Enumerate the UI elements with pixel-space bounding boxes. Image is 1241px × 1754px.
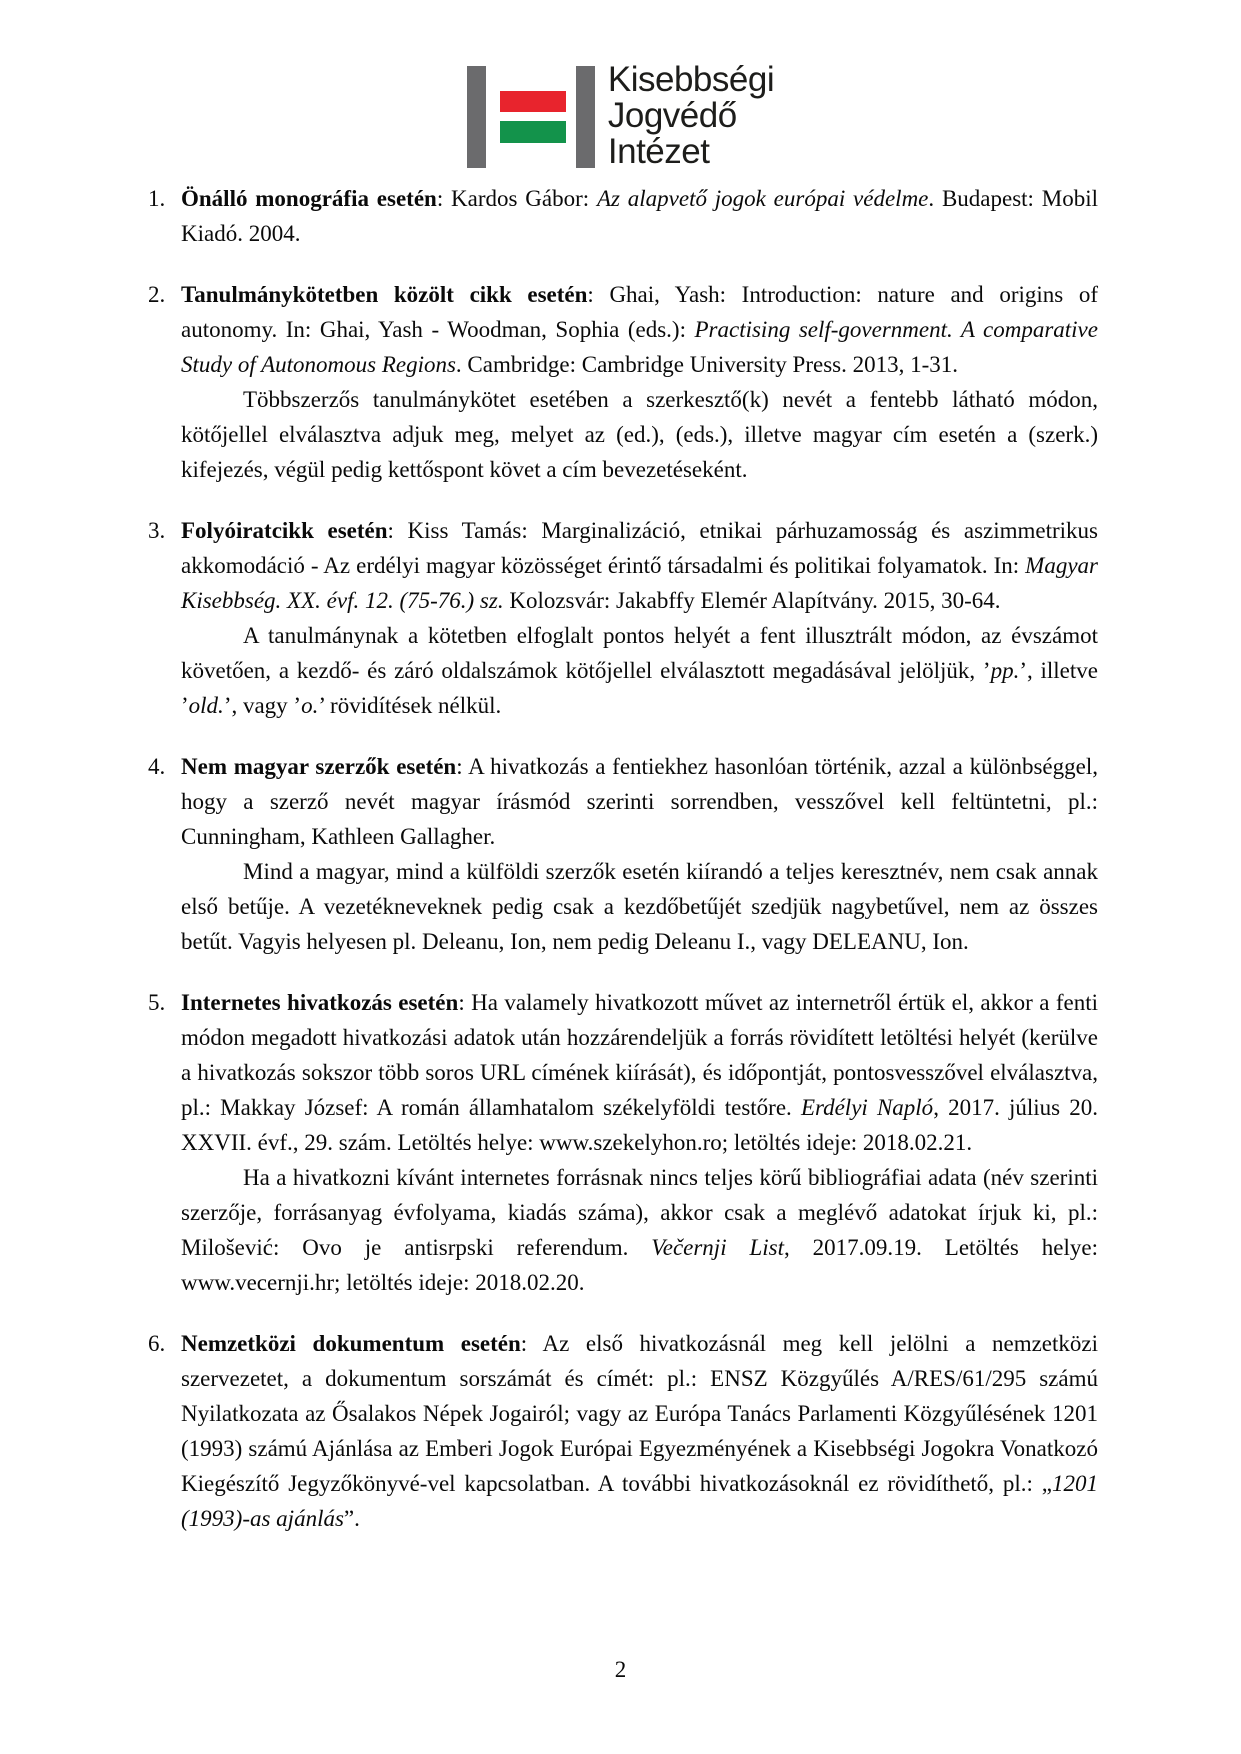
item-sub-paragraph xyxy=(181,1160,1098,1300)
text-run: pp. xyxy=(990,658,1020,683)
text-run: Tanulmánykötetben közölt cikk esetén xyxy=(181,282,588,307)
item-lead-paragraph xyxy=(181,181,1098,251)
text-run: Folyóiratcikk esetén xyxy=(181,518,388,543)
text-run: : Kiss Tamás: Marginalizáció, etnikai párhuzamosság és aszimmetrikus akkomodáció - Az erdélyi magyar közösséget érintő társadalmi és politikai folyamatok. In: xyxy=(181,518,1099,578)
text-run: : Ghai, Yash: Introduction: nature and origins of autonomy. In: Ghai, Yash - Woodman, Sophia (eds.): xyxy=(181,282,1098,342)
text-run: Nemzetközi dokumentum esetén xyxy=(181,1331,521,1356)
logo-line-2: Jogvédő xyxy=(607,96,737,135)
text-run: Magyar Kisebbség. XX. évf. 12. (75-76.) sz. xyxy=(181,553,1098,613)
text-run: ”. xyxy=(343,1506,360,1531)
text-run: , 2017.09.19. Letöltés helye: www.vecernji.hr; letöltés ideje: 2018.02.20. xyxy=(181,1235,1098,1295)
text-run: Nem magyar szerzők esetén xyxy=(181,754,457,779)
text-run: A tanulmánynak a kötetben elfoglalt pontos helyét a fent illusztrált módon, az évszámot követően, a kezdő- és záró oldalszámok kötőjellel elválasztott megadásával jelöljük, ’ xyxy=(181,623,1098,683)
text-run: old. xyxy=(188,693,224,718)
text-run: ’, illetve ’ xyxy=(181,658,1098,718)
text-run: Erdélyi Napló xyxy=(800,1095,934,1120)
list-item xyxy=(148,513,1098,723)
list-item xyxy=(148,181,1098,251)
logo-stripe-green xyxy=(500,121,566,143)
list-item xyxy=(148,277,1098,487)
logo-mark xyxy=(467,66,595,168)
text-run: o. xyxy=(301,693,319,718)
text-run: . Cambridge: Cambridge University Press. 2013, 1-31. xyxy=(455,352,959,377)
item-lead-paragraph xyxy=(181,985,1098,1160)
text-run: Ha a hivatkozni kívánt internetes forrásnak nincs teljes körű bibliográfiai adata (név szerinti szerzője, forrásanyag évfolyama, kiadás száma), akkor csak a meglévő adatokat írjuk ki, pl.: Milošević: Ovo je antisrpski referendum. xyxy=(181,1165,1098,1260)
text-run: : Kardos Gábor: xyxy=(436,186,597,211)
logo-line-1: Kisebbségi xyxy=(607,60,775,99)
logo-bar-left xyxy=(467,66,486,168)
item-number: 4. xyxy=(148,754,166,779)
text-run: : Az első hivatkozásnál meg kell jelölni a nemzetközi szervezetet, a dokumentum sorszámát és címét: pl.: ENSZ Közgyűlés A/RES/61/295 számú Nyilatkozata az Ősalakos Népek Jogairól; vagy az Európa Tanács Parlamenti Közgyűlésének 1201 (1993) számú Ajánlása az Emberi Jogok Európai Egyezményének a Kisebbségi Jogokra Vonatkozó Kiegészítő Jegyzőkönyvé-vel kapcsolatban. A további hivatkozásoknál ez rövidíthető, pl.: „ xyxy=(181,1331,1098,1496)
logo-flag-stripes xyxy=(500,91,566,168)
item-number: 2. xyxy=(148,282,166,307)
item-body xyxy=(181,181,1098,251)
item-lead-paragraph xyxy=(181,277,1098,382)
list-item xyxy=(148,1326,1098,1536)
item-lead-paragraph xyxy=(181,1326,1098,1536)
citation-list xyxy=(148,181,1098,1536)
text-run: 1201 (1993)-as ajánlás xyxy=(181,1471,1098,1531)
text-run: : A hivatkozás a fentiekhez hasonlóan történik, azzal a különbséggel, hogy a szerző nevét magyar írásmód szerinti sorrendben, vesszővel kell feltüntetni, pl.: Cunningham, Kathleen Gallagher. xyxy=(181,754,1098,849)
text-run: Mind a magyar, mind a külföldi szerzők esetén kiírandó a teljes keresztnév, nem csak annak első betűje. A vezetékneveknek pedig csak a kezdőbetűjét szedjük nagybetűvel, nem az összes betűt. Vagyis helyesen pl. Deleanu, Ion, nem pedig Deleanu I., vagy DELEANU, Ion. xyxy=(181,859,1098,954)
page-number: 2 xyxy=(614,1657,627,1682)
text-run: Az alapvető jogok európai védelme xyxy=(596,186,929,211)
text-run: Többszerzős tanulmánykötet esetében a szerkesztő(k) nevét a fentebb látható módon, kötőjellel elválasztva adjuk meg, melyet az (ed.), (eds.), illetve magyar cím esetén a (szerk.) kifejezés, végül pedig kettőspont követ a cím bevezetéseként. xyxy=(181,387,1098,482)
item-sub-paragraph xyxy=(181,854,1098,959)
item-body xyxy=(181,277,1098,487)
text-run: ’ rövidítések nélkül. xyxy=(318,693,502,718)
text-run: ’, vagy ’ xyxy=(223,693,302,718)
text-run: Practising self-government. A comparative Study of Autonomous Regions xyxy=(181,317,1098,377)
text-run: : Ha valamely hivatkozott művet az internetről értük el, akkor a fenti módon megadott hivatkozási adatok után hozzárendeljük a forrás rövidített letöltési helyét (kerülve a hivatkozás sokszor több soros URL címének kiírását), és időpontját, pontosvesszővel elválasztva, pl.: Makkay József: A román államhatalom székelyföldi testőre. xyxy=(181,990,1098,1120)
list-item xyxy=(148,749,1098,959)
text-run: Kolozsvár: Jakabffy Elemér Alapítvány. 2015, 30-64. xyxy=(503,588,1001,613)
item-body xyxy=(181,1326,1098,1536)
item-number: 6. xyxy=(148,1331,166,1356)
item-number: 1. xyxy=(148,186,166,211)
item-body xyxy=(181,513,1098,723)
logo-stripe-red xyxy=(500,91,566,112)
item-number: 3. xyxy=(148,518,166,543)
list-item xyxy=(148,985,1098,1300)
text-run: . Budapest: Mobil Kiadó. 2004. xyxy=(181,186,1098,246)
text-run: , 2017. július 20. XXVII. évf., 29. szám. Letöltés helye: www.szekelyhon.ro; letöltés ideje: 2018.02.21. xyxy=(181,1095,1099,1155)
logo-bar-right xyxy=(576,66,595,168)
logo-line-3: Intézet xyxy=(607,132,710,171)
item-sub-paragraph xyxy=(181,618,1098,723)
logo-wordmark xyxy=(608,62,774,170)
text-run: Večernji List xyxy=(651,1235,785,1260)
item-lead-paragraph xyxy=(181,749,1098,854)
item-sub-paragraph xyxy=(181,382,1098,487)
institute-logo xyxy=(0,60,1241,171)
item-body xyxy=(181,749,1098,959)
item-lead-paragraph xyxy=(181,513,1098,618)
item-number: 5. xyxy=(148,990,166,1015)
text-run: Önálló monográfia esetén xyxy=(181,186,437,211)
text-run: Internetes hivatkozás esetén xyxy=(181,990,459,1015)
item-body xyxy=(181,985,1098,1300)
